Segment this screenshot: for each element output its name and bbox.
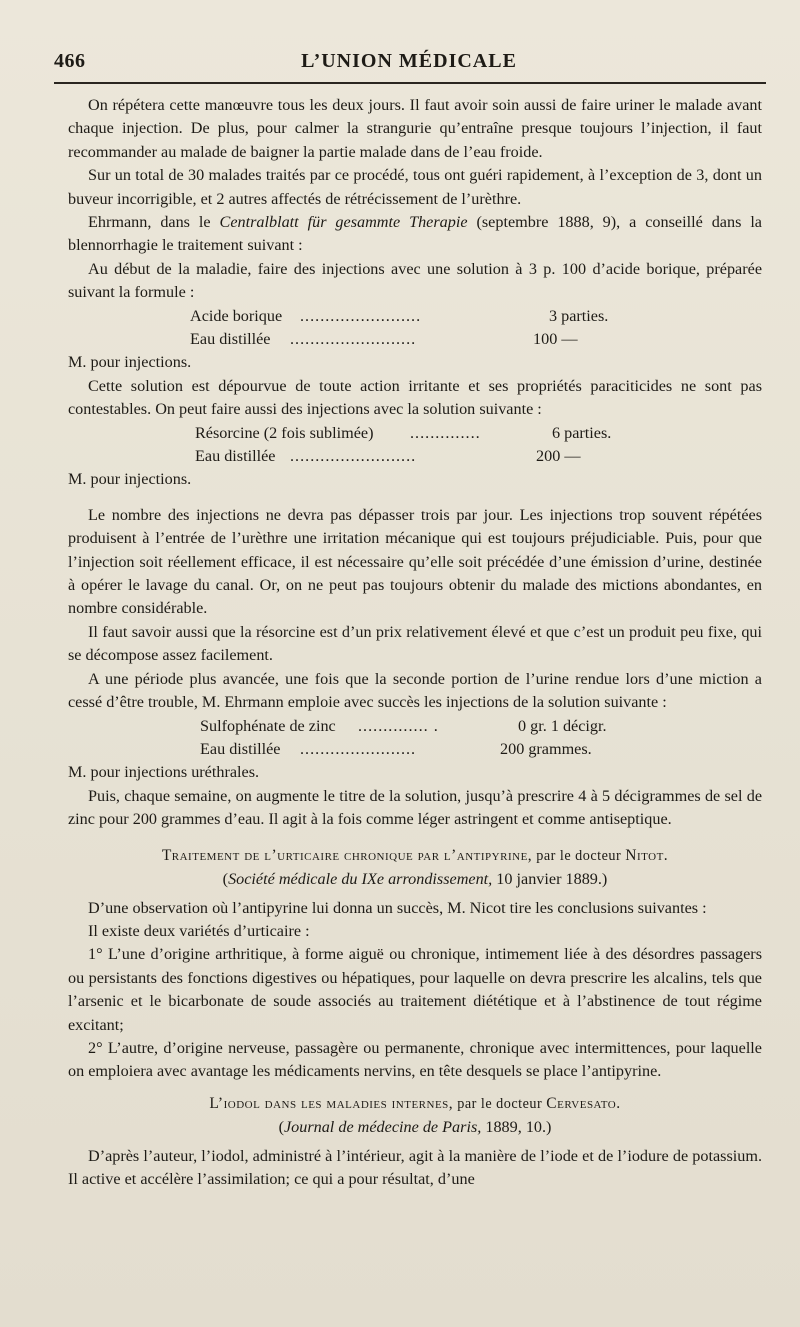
ingredient-name: Eau distillée (190, 330, 271, 349)
formula-line (68, 422, 762, 445)
spacer (68, 492, 762, 504)
text-run: Ehrmann, dans le (88, 213, 220, 232)
section-source (68, 868, 762, 891)
formula-line (68, 305, 762, 328)
text-run: 1889, 10.) (481, 1117, 552, 1136)
page-number: 466 (54, 50, 86, 72)
section-title-text: L’iodol dans les maladies internes, (209, 1094, 454, 1112)
section-title-text: Traitement de l’urticaire chronique par l’antipyrine, (161, 846, 533, 864)
paragraph: M. pour injections. (68, 353, 192, 372)
leader-dots: .............. . (358, 716, 439, 735)
ingredient-amount: 200 grammes. (500, 739, 592, 758)
formula-line (68, 715, 762, 738)
paragraph: Cette solution est dépourvue de toute action irritante et ses propriétés paraciticides ne sont pas contestables. On peut faire aussi des injections avec la solution suivante : (68, 376, 762, 419)
section-title (68, 844, 762, 868)
section-author: Nitot. (625, 846, 669, 864)
ingredient-amount: 0 gr. 1 décigr. (518, 716, 607, 735)
ingredient-name: Eau distillée (200, 739, 281, 758)
source-publication: Journal de médecine de Paris, (283, 1117, 482, 1136)
text-run: (septembre 1888, 9), a conseillé dans la blennorrhagie le traitement suivant : (68, 213, 762, 255)
text-run: 10 janvier 1889.) (492, 869, 608, 888)
paragraph: M. pour injections. (68, 470, 192, 489)
formula-borique (68, 305, 762, 352)
spacer (68, 832, 762, 844)
text-run: ( (222, 869, 229, 888)
section-title-by: par le docteur (532, 847, 626, 864)
ingredient-amount: 6 parties. (552, 423, 612, 442)
paragraph: Le nombre des injections ne devra pas dépasser trois par jour. Les injections trop souvent répétées produisent à l’entrée de l’urèthre une irritation mécanique qui est toujours préjudiciable. Puis, pour que l’injection soit réellement efficace, il est nécessaire qu’elle soit précédée d’une émission d’urine, destinée à opérer le lavage du canal. Or, on ne peut pas toujours obtenir du malade des mictions abondantes, en nombre considérable. (68, 505, 762, 618)
paragraph: D’après l’auteur, l’iodol, administré à l’intérieur, agit à la manière de l’iode et de l’iodure de potassium. Il active et accélère l’assimilation; ce qui a pour résultat, d’une (68, 1146, 762, 1189)
paragraph: 1° L’une d’origine arthritique, à forme aiguë ou chronique, intimement liée à des désordres passagers ou persistants des fonctions digestives ou hépatiques, pour laquelle on devra prescrire les alcalins, tels que l’arsenic et le bicarbonate de soude associés au traitement diététique et à l’abstinence de tout régime excitant; (68, 945, 762, 1034)
article-body (68, 94, 762, 1192)
section-author: Cervesato. (546, 1094, 621, 1112)
paragraph: Sur un total de 30 malades traités par ce procédé, tous ont guéri rapidement, à l’exception de 3, dont un buveur incorrigible, et 2 autres affectés de rétrécissement de l’urèthre. (68, 166, 762, 208)
paragraph: Au début de la maladie, faire des injections avec une solution à 3 p. 100 d’acide borique, préparée suivant la formule : (68, 259, 762, 302)
formula-line (68, 328, 762, 351)
ingredient-name: Eau distillée (195, 447, 276, 466)
leader-dots: .............. (410, 423, 481, 442)
section-title (68, 1092, 762, 1116)
paragraph (68, 211, 762, 258)
paragraph: D’une observation où l’antipyrine lui donna un succès, M. Nicot tire les conclusions suivantes : (88, 898, 707, 917)
journal-citation: Centralblatt für gesammte Therapie (219, 213, 468, 232)
ingredient-name: Résorcine (2 fois sublimée) (195, 423, 374, 442)
paragraph: Il existe deux variétés d’urticaire : (88, 921, 310, 940)
source-publication: Société médicale du IXe arrondissement, (228, 869, 493, 888)
ingredient-amount: 200 — (536, 447, 581, 466)
leader-dots: ......................... (290, 330, 417, 349)
paragraph: Il faut savoir aussi que la résorcine est d’un prix relativement élevé et que c’est un produit peu fixe, qui se décompose assez facilement. (68, 622, 762, 665)
leader-dots: ....................... (300, 739, 417, 758)
ingredient-amount: 100 — (533, 330, 578, 349)
paragraph: M. pour injections uréthrales. (68, 763, 260, 782)
ingredient-name: Sulfophénate de zinc (200, 716, 336, 735)
leader-dots: ........................ (300, 306, 422, 325)
formula-zinc (68, 715, 762, 762)
leader-dots: ......................... (290, 447, 417, 466)
ingredient-amount: 3 parties. (549, 306, 609, 325)
section-source (68, 1116, 762, 1139)
formula-resorcine (68, 422, 762, 469)
section-title-by: par le docteur (453, 1095, 547, 1112)
ingredient-name: Acide borique (190, 306, 283, 325)
page-header (54, 44, 764, 84)
header-rule (54, 82, 766, 84)
paragraph: A une période plus avancée, une fois que la seconde portion de l’urine rendue lors d’une miction a cessé d’être trouble, M. Ehrmann emploie avec succès les injections de la solution suivante : (68, 669, 762, 712)
paragraph: Puis, chaque semaine, on augmente le titre de la solution, jusqu’à prescrire 4 à 5 décigrammes de sel de zinc pour 200 grammes d’eau. Il agit à la fois comme léger astringent et comme antiseptique. (68, 786, 762, 829)
text-run: ( (278, 1117, 284, 1136)
spacer (68, 1084, 762, 1092)
paragraph: On répétera cette manœuvre tous les deux jours. Il faut avoir soin aussi de faire uriner le malade avant chaque injection. De plus, pour calmer la strangurie qu’entraîne presque toujours l’injection, il faut recommander au malade de baigner la partie malade dans de l’eau froide. (68, 96, 762, 161)
formula-line (68, 738, 762, 761)
formula-line (68, 445, 762, 468)
paragraph: 2° L’autre, d’origine nerveuse, passagère ou permanente, chronique avec intermittences, pour laquelle on emploiera avec avantage les médicaments nervins, en tête desquels se place l’antipyrine. (68, 1038, 762, 1081)
journal-title: L’UNION MÉDICALE (301, 50, 517, 72)
